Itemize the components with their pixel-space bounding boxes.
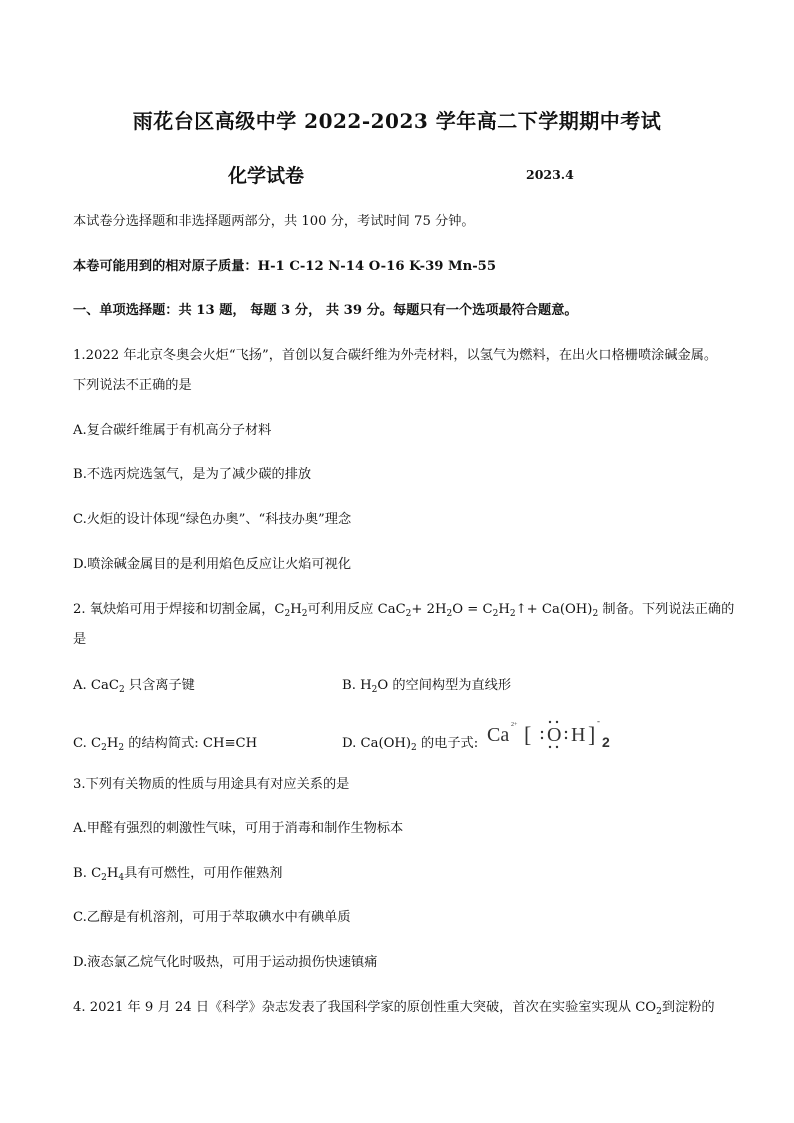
atomic-mass-line: 本卷可能用到的相对原子质量：H-1 C-12 N-14 O-16 K-39 Mn-55 — [73, 259, 497, 274]
exam-subtitle: 化学试卷 — [228, 165, 305, 187]
left-bracket: [ — [524, 722, 532, 747]
exam-note: 本试卷分选择题和非选择题两部分，共 100 分，考试时间 75 分钟。 — [73, 214, 475, 229]
q3-option-c: C.乙醇是有机溶剂，可用于萃取碘水中有碘单质 — [73, 910, 351, 925]
q2-stem-line1: 2. 氧炔焰可用于焊接和切割金属，$C_2H_2$可利用反应 $CaC_2+ 2H_2O$ = $C_2H_2↑+ Ca(OH)_2$ 制备。下列说法正确的 — [73, 602, 735, 619]
exam-date: 2023.4 — [526, 167, 574, 182]
q1-stem-line2: 下列说法不正确的是 — [73, 378, 192, 393]
ca-charge: 2+ — [511, 722, 518, 728]
electron-dot-formula — [487, 716, 617, 756]
q2-option-a: A. CaC$_2$ 只含离子键 — [73, 678, 195, 695]
q1-option-d: D.喷涂碱金属目的是利用焰色反应让火焰可视化 — [73, 557, 352, 572]
section-heading: 一、单项选择题：共 13 题， 每题 3 分， 共 39 分。每题只有一个选项最符合题意。 — [73, 303, 578, 318]
q2-stem-line2: 是 — [73, 632, 87, 647]
hydrogen-symbol: H — [571, 724, 586, 746]
q3-option-b: B. $C_2H_4$具有可燃性，可用作催熟剂 — [73, 866, 283, 883]
q3-stem: 3.下列有关物质的性质与用途具有对应关系的是 — [73, 777, 350, 792]
q4-stem: 4. 2021 年 9 月 24 日《科学》杂志发表了我国科学家的原创性重大突破，首次在实验室实现从 $CO_2$到淀粉的 — [73, 1000, 715, 1017]
q3-option-a: A.甲醛有强烈的刺激性气味，可用于消毒和制作生物标本 — [73, 821, 404, 836]
q1-stem-line1: 1.2022 年北京冬奥会火炬“飞扬”，首创以复合碳纤维为外壳材料，以氢气为燃料，在出火口格栅喷涂碱金属。 — [73, 348, 718, 363]
anion-count: 2 — [602, 734, 610, 750]
q1-option-b: B.不选丙烷选氢气，是为了减少碳的排放 — [73, 467, 312, 482]
right-bracket: ] — [588, 722, 596, 747]
oxygen-symbol: O — [547, 724, 562, 746]
q2-option-b: B. $H_2O$ 的空间构型为直线形 — [342, 678, 512, 695]
exam-title: 雨花台区高级中学 2022-2023 学年高二下学期期中考试 — [132, 109, 662, 133]
ca-symbol: Ca — [487, 724, 510, 746]
q1-option-a: A.复合碳纤维属于有机高分子材料 — [73, 423, 272, 438]
anion-charge: - — [597, 716, 600, 726]
q1-option-c: C.火炬的设计体现“绿色办奥”、“科技办奥”理念 — [73, 512, 352, 527]
q2-option-c: C. $C_2H_2$ 的结构简式: CH≡CH — [73, 736, 258, 753]
q3-option-d: D.液态氯乙烷气化时吸热，可用于运动损伤快速镇痛 — [73, 955, 378, 970]
q2-option-d: D. $Ca(OH)_2$ 的电子式: — [342, 736, 479, 753]
